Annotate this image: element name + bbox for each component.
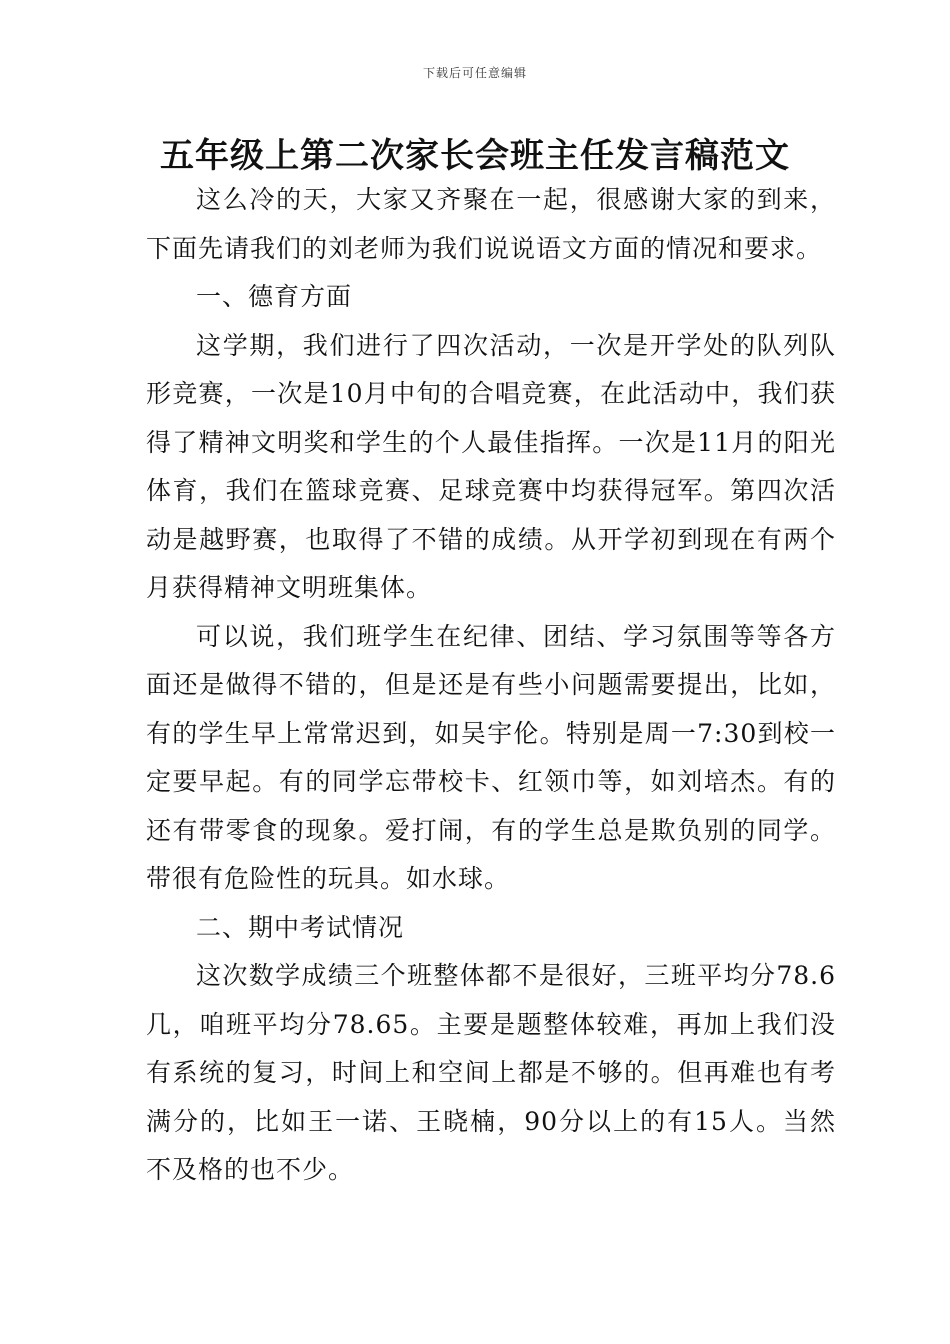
paragraph-discipline: 可以说，我们班学生在纪律、团结、学习氛围等等各方面还是做得不错的，但是还是有些小问题需要提出，比如，有的学生早上常常迟到，如吴宇伦。特别是周一7:30到校一定要早起。有的同学忘带校卡、红领巾等，如刘培杰。有的还有带零食的现象。爱打闹，有的学生总是欺负别的同学。带很有危险性的玩具。如水球。	[146, 621, 836, 893]
header-note: 下载后可任意编辑	[422, 66, 527, 80]
paragraph-opening: 这么冷的天，大家又齐聚在一起，很感谢大家的到来，下面先请我们的刘老师为我们说说语文方面的情况和要求。	[146, 185, 836, 263]
section-heading-midterm-exam: 二、期中考试情况	[196, 912, 405, 942]
paragraph-exam-results: 这次数学成绩三个班整体都不是很好，三班平均分78.6几，咱班平均分78.65。主要是题整体较难，再加上我们没有系统的复习，时间上和空间上都是不够的。但再难也有考满分的，比如王一诺、王晓楠，90分以上的有15人。当然不及格的也不少。	[146, 961, 836, 1184]
document-body	[146, 176, 836, 1195]
section-heading-moral-education: 一、德育方面	[196, 282, 353, 311]
document-title: 五年级上第二次家长会班主任发言稿范文	[160, 136, 790, 176]
paragraph-activities: 这学期，我们进行了四次活动，一次是开学处的队列队形竞赛，一次是10月中旬的合唱竞赛，在此活动中，我们获得了精神文明奖和学生的个人最佳指挥。一次是11月的阳光体育，我们在篮球竞赛、足球竞赛中均获得冠军。第四次活动是越野赛，也取得了不错的成绩。从开学初到现在有两个月获得精神文明班集体。	[146, 330, 836, 602]
